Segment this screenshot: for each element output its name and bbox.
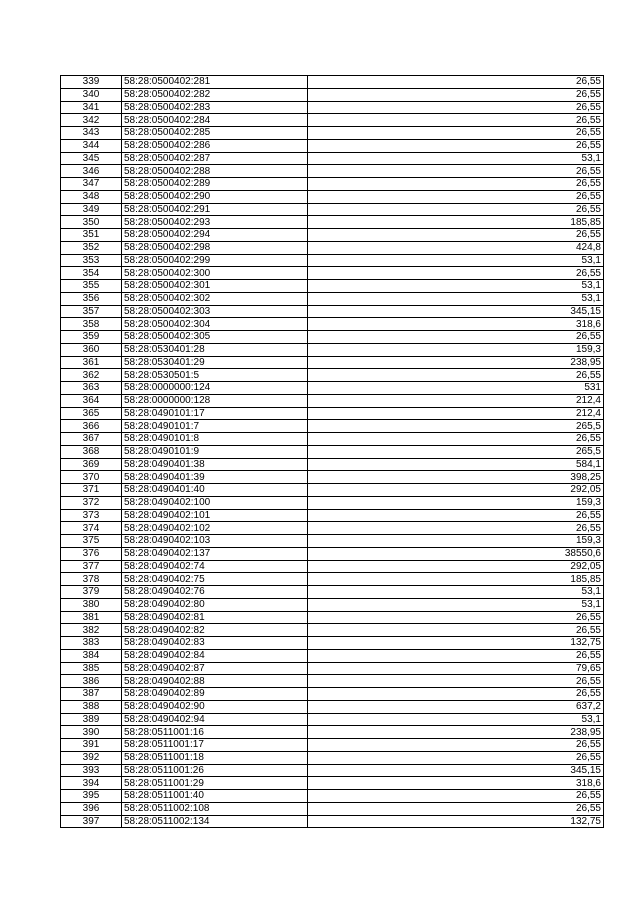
cadastral-number-cell: 58:28:0490401:38 [122, 458, 308, 471]
value-cell: 212,4 [308, 394, 604, 407]
cadastral-number-cell: 58:28:0500402:293 [122, 216, 308, 229]
table-row [61, 509, 604, 522]
value-cell: 185,85 [308, 216, 604, 229]
value-cell: 26,55 [308, 101, 604, 114]
row-number-cell: 385 [61, 662, 122, 675]
row-number-cell: 359 [61, 331, 122, 344]
cadastral-number-cell: 58:28:0500402:283 [122, 101, 308, 114]
table-row [61, 471, 604, 484]
table-row [61, 369, 604, 382]
value-cell: 26,55 [308, 88, 604, 101]
table-row [61, 267, 604, 280]
row-number-cell: 382 [61, 624, 122, 637]
table-row [61, 88, 604, 101]
value-cell: 26,55 [308, 369, 604, 382]
row-number-cell: 364 [61, 394, 122, 407]
row-number-cell: 360 [61, 343, 122, 356]
table-row [61, 433, 604, 446]
cadastral-number-cell: 58:28:0490402:82 [122, 624, 308, 637]
table-row [61, 152, 604, 165]
row-number-cell: 388 [61, 700, 122, 713]
cadastral-number-cell: 58:28:0500402:290 [122, 190, 308, 203]
table-row [61, 496, 604, 509]
table-row [61, 229, 604, 242]
row-number-cell: 383 [61, 637, 122, 650]
value-cell: 238,95 [308, 356, 604, 369]
row-number-cell: 377 [61, 560, 122, 573]
table-row [61, 318, 604, 331]
value-cell: 345,15 [308, 764, 604, 777]
table-row [61, 586, 604, 599]
table-row [61, 624, 604, 637]
value-cell: 26,55 [308, 522, 604, 535]
cadastral-number-cell: 58:28:0500402:304 [122, 318, 308, 331]
row-number-cell: 346 [61, 165, 122, 178]
value-cell: 584,1 [308, 458, 604, 471]
value-cell: 345,15 [308, 305, 604, 318]
table-row [61, 343, 604, 356]
cadastral-number-cell: 58:28:0000000:124 [122, 382, 308, 395]
row-number-cell: 339 [61, 76, 122, 89]
cadastral-number-cell: 58:28:0500402:288 [122, 165, 308, 178]
row-number-cell: 396 [61, 802, 122, 815]
row-number-cell: 358 [61, 318, 122, 331]
cadastral-number-cell: 58:28:0490402:75 [122, 573, 308, 586]
table-row [61, 777, 604, 790]
row-number-cell: 369 [61, 458, 122, 471]
cadastral-number-cell: 58:28:0500402:282 [122, 88, 308, 101]
value-cell: 265,5 [308, 420, 604, 433]
value-cell: 53,1 [308, 713, 604, 726]
value-cell: 185,85 [308, 573, 604, 586]
cadastral-number-cell: 58:28:0500402:289 [122, 178, 308, 191]
value-cell: 53,1 [308, 598, 604, 611]
cadastral-number-cell: 58:28:0490402:88 [122, 675, 308, 688]
value-cell: 26,55 [308, 751, 604, 764]
row-number-cell: 378 [61, 573, 122, 586]
cadastral-number-cell: 58:28:0500402:286 [122, 139, 308, 152]
value-cell: 26,55 [308, 790, 604, 803]
value-cell: 26,55 [308, 165, 604, 178]
cadastral-number-cell: 58:28:0511001:18 [122, 751, 308, 764]
cadastral-number-cell: 58:28:0500402:294 [122, 229, 308, 242]
row-number-cell: 373 [61, 509, 122, 522]
row-number-cell: 368 [61, 445, 122, 458]
value-cell: 26,55 [308, 139, 604, 152]
cadastral-number-cell: 58:28:0490402:90 [122, 700, 308, 713]
cadastral-number-cell: 58:28:0490402:94 [122, 713, 308, 726]
table-row [61, 611, 604, 624]
cadastral-number-cell: 58:28:0530401:28 [122, 343, 308, 356]
row-number-cell: 365 [61, 407, 122, 420]
value-cell: 26,55 [308, 76, 604, 89]
row-number-cell: 342 [61, 114, 122, 127]
row-number-cell: 389 [61, 713, 122, 726]
value-cell: 132,75 [308, 637, 604, 650]
value-cell: 79,65 [308, 662, 604, 675]
cadastral-number-cell: 58:28:0490402:80 [122, 598, 308, 611]
value-cell: 26,55 [308, 433, 604, 446]
table-row [61, 751, 604, 764]
row-number-cell: 370 [61, 471, 122, 484]
cadastral-number-cell: 58:28:0490402:83 [122, 637, 308, 650]
row-number-cell: 391 [61, 739, 122, 752]
value-cell: 53,1 [308, 280, 604, 293]
value-cell: 53,1 [308, 254, 604, 267]
cadastral-number-cell: 58:28:0500402:301 [122, 280, 308, 293]
cadastral-number-cell: 58:28:0490402:102 [122, 522, 308, 535]
table-row [61, 382, 604, 395]
cadastral-number-cell: 58:28:0530401:29 [122, 356, 308, 369]
table-row [61, 458, 604, 471]
value-cell: 159,3 [308, 343, 604, 356]
table-row [61, 331, 604, 344]
value-cell: 637,2 [308, 700, 604, 713]
table-row [61, 764, 604, 777]
value-cell: 159,3 [308, 535, 604, 548]
table-row [61, 114, 604, 127]
row-number-cell: 350 [61, 216, 122, 229]
value-cell: 53,1 [308, 586, 604, 599]
table-row [61, 675, 604, 688]
value-cell: 132,75 [308, 815, 604, 828]
table-row [61, 484, 604, 497]
table-row [61, 407, 604, 420]
value-cell: 531 [308, 382, 604, 395]
table-row [61, 700, 604, 713]
table-row [61, 739, 604, 752]
row-number-cell: 354 [61, 267, 122, 280]
cadastral-number-cell: 58:28:0490402:89 [122, 688, 308, 701]
value-cell: 26,55 [308, 739, 604, 752]
table-row [61, 649, 604, 662]
cadastral-number-cell: 58:28:0490101:17 [122, 407, 308, 420]
cadastral-number-cell: 58:28:0490402:81 [122, 611, 308, 624]
cadastral-number-cell: 58:28:0490402:74 [122, 560, 308, 573]
cadastral-number-cell: 58:28:0500402:285 [122, 127, 308, 140]
row-number-cell: 397 [61, 815, 122, 828]
row-number-cell: 347 [61, 178, 122, 191]
value-cell: 26,55 [308, 802, 604, 815]
row-number-cell: 376 [61, 547, 122, 560]
table-row [61, 101, 604, 114]
cadastral-number-cell: 58:28:0500402:291 [122, 203, 308, 216]
table-row [61, 292, 604, 305]
table-row [61, 535, 604, 548]
value-cell: 292,05 [308, 484, 604, 497]
cadastral-number-cell: 58:28:0530501:5 [122, 369, 308, 382]
cadastral-number-cell: 58:28:0500402:300 [122, 267, 308, 280]
value-cell: 398,25 [308, 471, 604, 484]
cadastral-number-cell: 58:28:0500402:287 [122, 152, 308, 165]
table-row [61, 688, 604, 701]
table-row [61, 280, 604, 293]
row-number-cell: 343 [61, 127, 122, 140]
cadastral-number-cell: 58:28:0490402:87 [122, 662, 308, 675]
value-cell: 26,55 [308, 267, 604, 280]
value-cell: 26,55 [308, 509, 604, 522]
table-row [61, 216, 604, 229]
table-row [61, 165, 604, 178]
cadastral-number-cell: 58:28:0500402:305 [122, 331, 308, 344]
row-number-cell: 351 [61, 229, 122, 242]
table-row [61, 356, 604, 369]
row-number-cell: 357 [61, 305, 122, 318]
row-number-cell: 367 [61, 433, 122, 446]
row-number-cell: 352 [61, 241, 122, 254]
table-row [61, 76, 604, 89]
row-number-cell: 371 [61, 484, 122, 497]
cadastral-number-cell: 58:28:0500402:299 [122, 254, 308, 267]
row-number-cell: 353 [61, 254, 122, 267]
value-cell: 26,55 [308, 114, 604, 127]
table-row [61, 178, 604, 191]
table-row [61, 420, 604, 433]
table-row [61, 713, 604, 726]
value-cell: 292,05 [308, 560, 604, 573]
row-number-cell: 361 [61, 356, 122, 369]
row-number-cell: 395 [61, 790, 122, 803]
table-row [61, 598, 604, 611]
table-row [61, 203, 604, 216]
value-cell: 238,95 [308, 726, 604, 739]
cadastral-number-cell: 58:28:0511002:134 [122, 815, 308, 828]
table-row [61, 726, 604, 739]
row-number-cell: 380 [61, 598, 122, 611]
row-number-cell: 374 [61, 522, 122, 535]
value-cell: 26,55 [308, 127, 604, 140]
cadastral-number-cell: 58:28:0490402:101 [122, 509, 308, 522]
table-row [61, 139, 604, 152]
row-number-cell: 390 [61, 726, 122, 739]
table-row [61, 790, 604, 803]
value-cell: 26,55 [308, 190, 604, 203]
value-cell: 424,8 [308, 241, 604, 254]
row-number-cell: 379 [61, 586, 122, 599]
cadastral-number-cell: 58:28:0490101:9 [122, 445, 308, 458]
cadastral-number-cell: 58:28:0500402:303 [122, 305, 308, 318]
row-number-cell: 363 [61, 382, 122, 395]
table-row [61, 802, 604, 815]
value-cell: 26,55 [308, 229, 604, 242]
cadastral-number-cell: 58:28:0490401:39 [122, 471, 308, 484]
table-row [61, 815, 604, 828]
row-number-cell: 344 [61, 139, 122, 152]
cadastral-number-cell: 58:28:0490401:40 [122, 484, 308, 497]
cadastral-number-cell: 58:28:0511001:40 [122, 790, 308, 803]
value-cell: 159,3 [308, 496, 604, 509]
cadastral-number-cell: 58:28:0500402:298 [122, 241, 308, 254]
cadastral-number-cell: 58:28:0490402:100 [122, 496, 308, 509]
cadastral-number-cell: 58:28:0511001:17 [122, 739, 308, 752]
cadastral-number-cell: 58:28:0511001:26 [122, 764, 308, 777]
value-cell: 26,55 [308, 688, 604, 701]
value-cell: 265,5 [308, 445, 604, 458]
value-cell: 26,55 [308, 624, 604, 637]
table-row [61, 522, 604, 535]
table-body [61, 76, 604, 828]
value-cell: 212,4 [308, 407, 604, 420]
cadastral-number-cell: 58:28:0500402:281 [122, 76, 308, 89]
table-row [61, 637, 604, 650]
cadastral-table [60, 75, 604, 828]
row-number-cell: 341 [61, 101, 122, 114]
table-row [61, 190, 604, 203]
table-row [61, 127, 604, 140]
row-number-cell: 394 [61, 777, 122, 790]
row-number-cell: 386 [61, 675, 122, 688]
value-cell: 26,55 [308, 203, 604, 216]
value-cell: 318,6 [308, 777, 604, 790]
cadastral-number-cell: 58:28:0511002:108 [122, 802, 308, 815]
cadastral-number-cell: 58:28:0490402:137 [122, 547, 308, 560]
row-number-cell: 387 [61, 688, 122, 701]
row-number-cell: 393 [61, 764, 122, 777]
table-row [61, 547, 604, 560]
cadastral-number-cell: 58:28:0500402:302 [122, 292, 308, 305]
cadastral-number-cell: 58:28:0511001:16 [122, 726, 308, 739]
row-number-cell: 356 [61, 292, 122, 305]
row-number-cell: 340 [61, 88, 122, 101]
cadastral-number-cell: 58:28:0000000:128 [122, 394, 308, 407]
cadastral-number-cell: 58:28:0511001:29 [122, 777, 308, 790]
row-number-cell: 362 [61, 369, 122, 382]
table-row [61, 241, 604, 254]
value-cell: 318,6 [308, 318, 604, 331]
cadastral-number-cell: 58:28:0490101:8 [122, 433, 308, 446]
row-number-cell: 366 [61, 420, 122, 433]
row-number-cell: 372 [61, 496, 122, 509]
value-cell: 26,55 [308, 611, 604, 624]
table-row [61, 662, 604, 675]
value-cell: 26,55 [308, 331, 604, 344]
cadastral-number-cell: 58:28:0490101:7 [122, 420, 308, 433]
table-row [61, 254, 604, 267]
value-cell: 26,55 [308, 649, 604, 662]
value-cell: 26,55 [308, 675, 604, 688]
row-number-cell: 345 [61, 152, 122, 165]
cadastral-number-cell: 58:28:0490402:103 [122, 535, 308, 548]
row-number-cell: 392 [61, 751, 122, 764]
value-cell: 53,1 [308, 152, 604, 165]
table-row [61, 560, 604, 573]
table-row [61, 394, 604, 407]
value-cell: 26,55 [308, 178, 604, 191]
row-number-cell: 349 [61, 203, 122, 216]
row-number-cell: 348 [61, 190, 122, 203]
table-row [61, 305, 604, 318]
row-number-cell: 355 [61, 280, 122, 293]
row-number-cell: 375 [61, 535, 122, 548]
table-row [61, 573, 604, 586]
row-number-cell: 381 [61, 611, 122, 624]
cadastral-number-cell: 58:28:0500402:284 [122, 114, 308, 127]
value-cell: 38550,6 [308, 547, 604, 560]
value-cell: 53,1 [308, 292, 604, 305]
cadastral-number-cell: 58:28:0490402:76 [122, 586, 308, 599]
row-number-cell: 384 [61, 649, 122, 662]
table-row [61, 445, 604, 458]
cadastral-number-cell: 58:28:0490402:84 [122, 649, 308, 662]
